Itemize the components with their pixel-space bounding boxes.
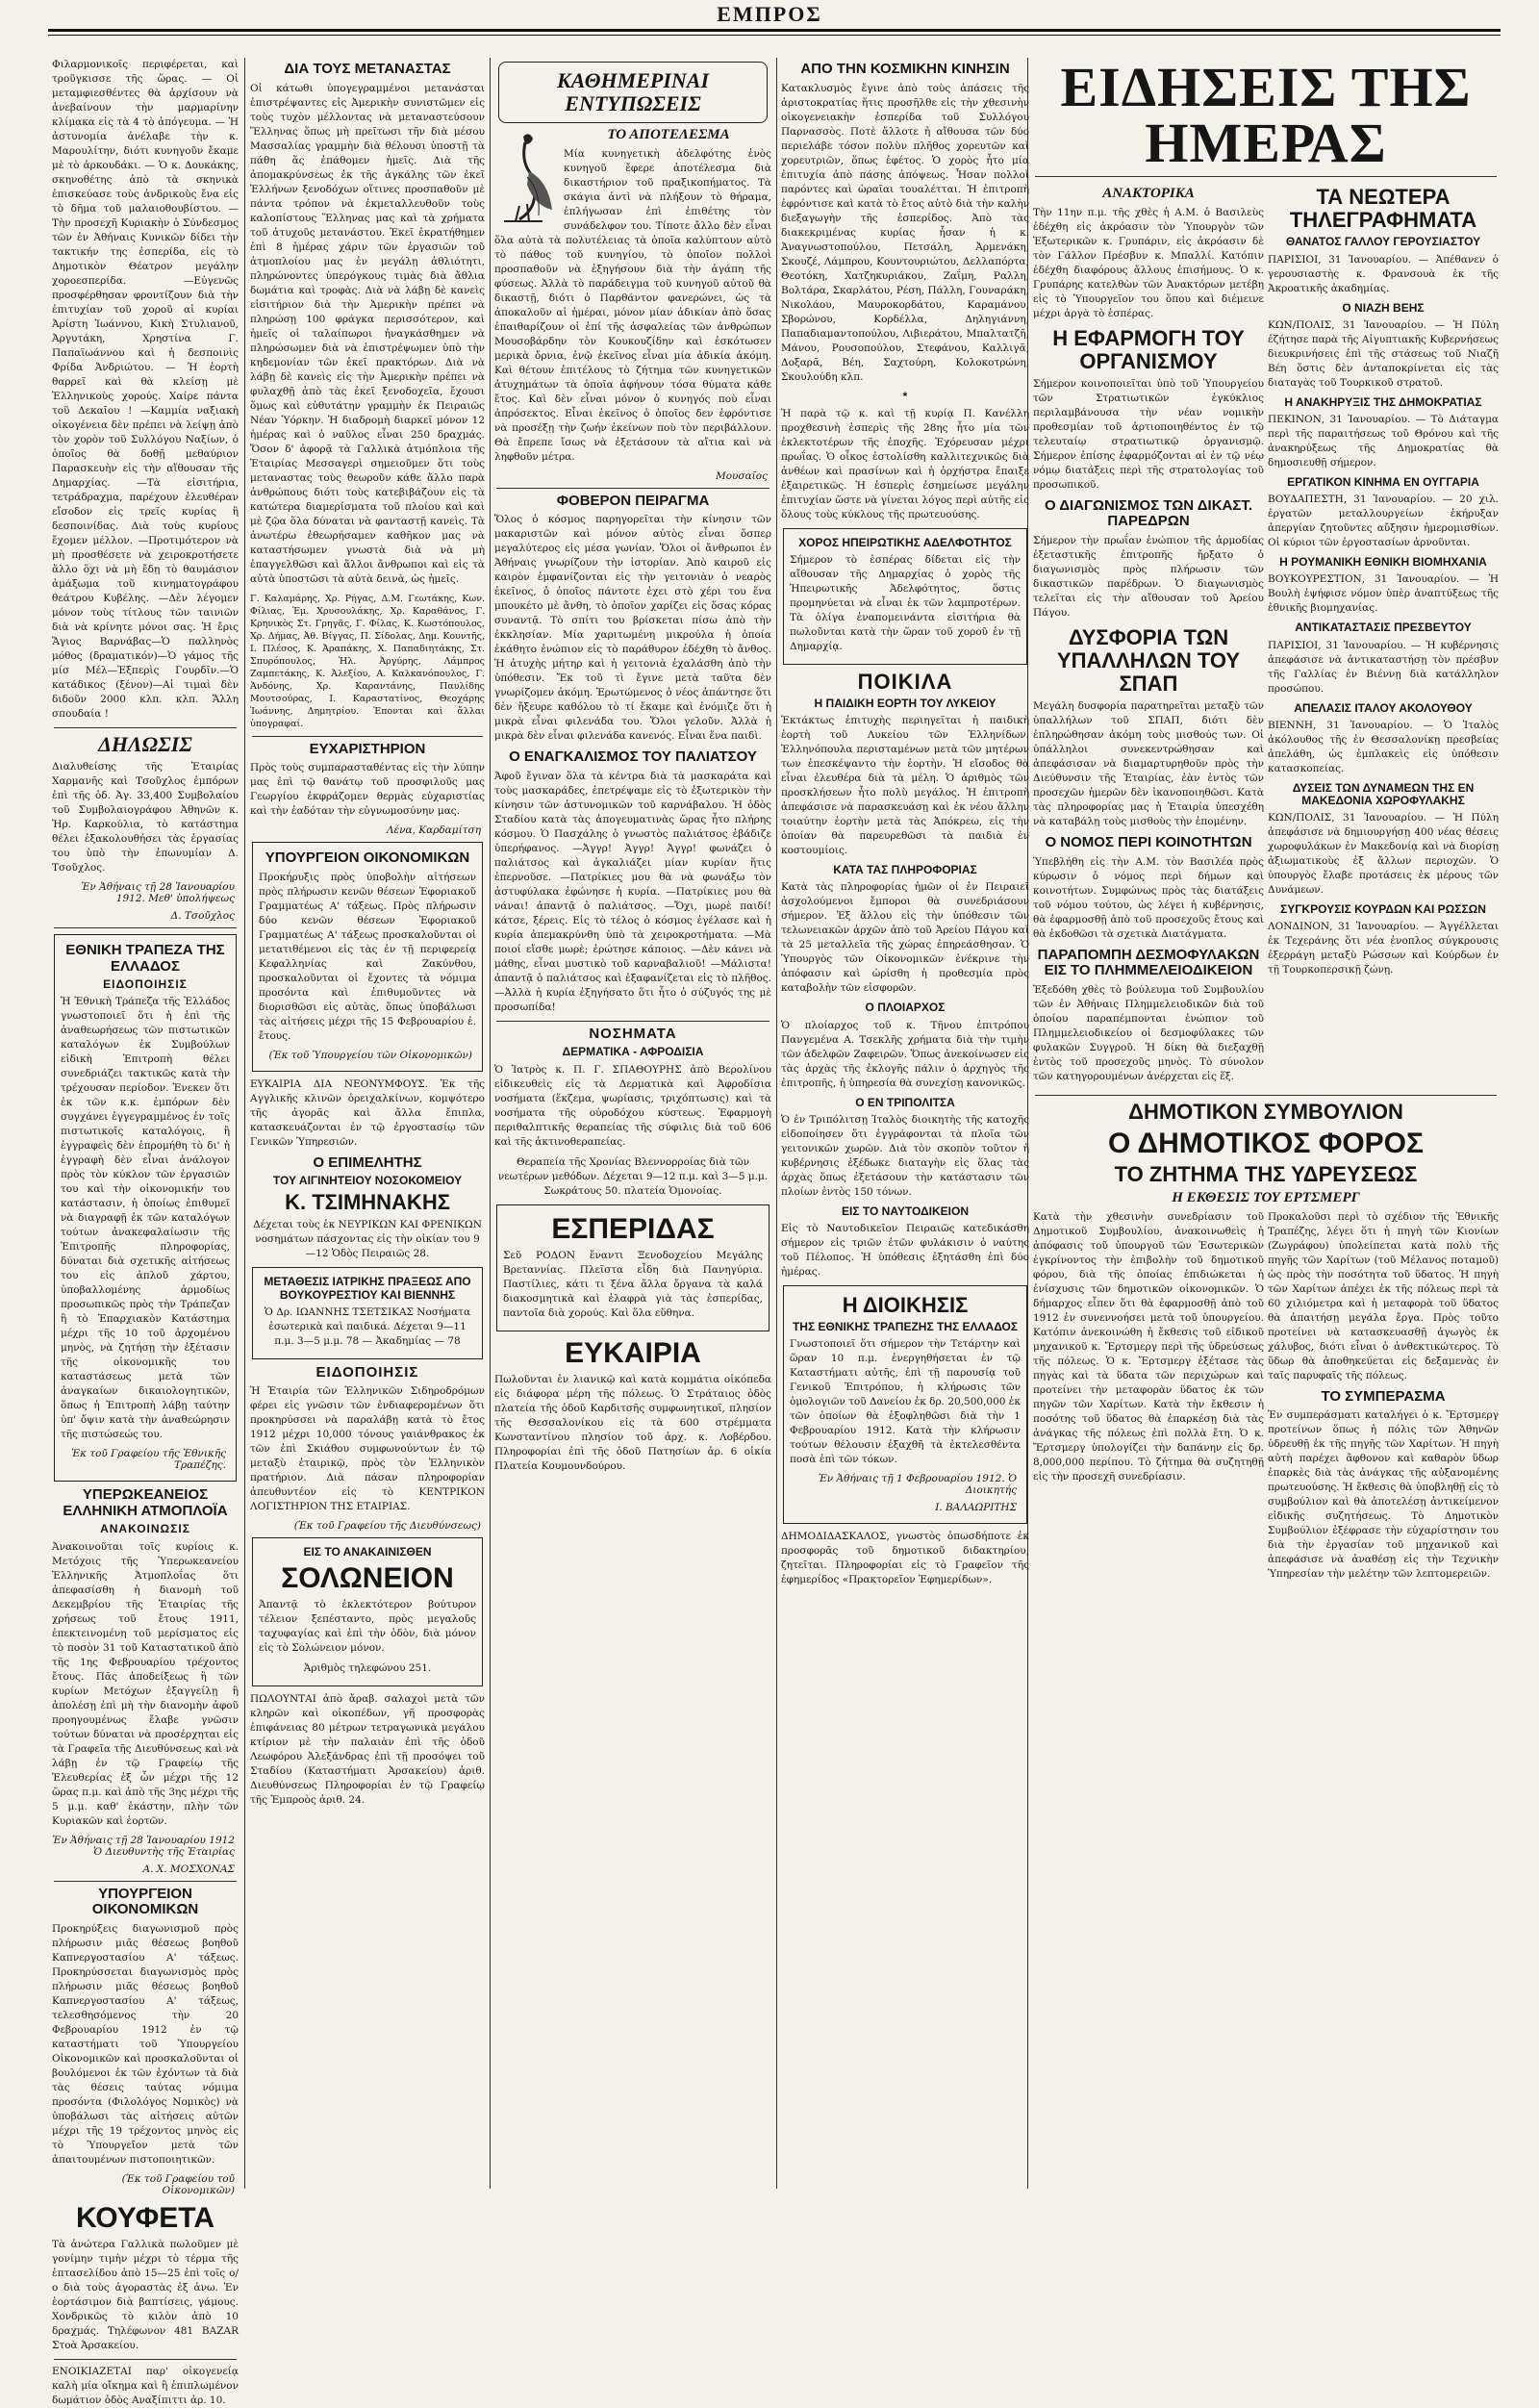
tripoli-heading: Ο ΕΝ ΤΡΙΠΟΛΙΤΣΑ xyxy=(855,1095,955,1109)
divider xyxy=(54,927,237,928)
masthead-rule xyxy=(48,29,1501,32)
jailers-heading: ΠΑΡΑΠΟΜΠΗ ΔΕΣΜΟΦΥΛΑΚΩΝ ΕΙΣ ΤΟ ΠΛΗΜΜΕΛΕΙΟΔΙΚΕΙΟΝ xyxy=(1037,946,1260,979)
communities-law-text: Ὑπεβλήθη εἰς τὴν Α.Μ. τὸν Βασιλέα πρὸς κύρωσιν ὁ νόμος περὶ δήμων καὶ κοινοτήτων. Συμφώνως πρὸς τὰς διατάξεις τοῦ νόμου τούτου, ὡς λέγει ἡ κυβέρνησις, θὰ ἐφαρμοσθῇ ἀπὸ τοῦ προσεχοῦς ἔτους καὶ θὰ ἐκδοθῶσι τὰ σχετικὰ Διατάγματα. xyxy=(1033,855,1264,940)
railway-notice-signature: (Ἐκ τοῦ Γραφείου τῆς Διευθύνσεως) xyxy=(293,1520,481,1533)
divider xyxy=(54,2359,237,2360)
captain-text: Ὁ πλοίαρχος τοῦ κ. Τῆνου ἐπιτρόπου Πανγεμένα Α. Τσεκλῆς χρήματα διὰ τὴν τιμὴν τῶν ἀδελφῶν Ζαφειρῶν. Ὅπως ἀνεκοίνωσεν εἰς τὰς ἀρχὰς τῆς ἐκλογῆς πάλιν ὁ ἀρχηγὸς τῆς ἐπιτροπῆς, ἡ ὑπηρεσία θὰ συνεχίσῃ κανονικῶς. xyxy=(781,1019,1029,1089)
telegrams-column xyxy=(1266,182,1501,1090)
result-text: Μία κυνηγετικὴ ἀδελφότης ἑνὸς κυνηγοῦ ἔφερε ἀποτέλεσμα διὰ δικαστήριον τοῦ πραξικοπήματος. Τὰ σκάγια ἀντὶ νὰ πλήξουν τὸ θήραμα, ἐπλήγωσαν ἐπὶ ἐπιθέτης τὸν συνάδελφον του. Τίποτε ἄλλο δὲν εἶναι ὅλα αὐτὰ τὰ πολυτέλειας τὰ ὁποῖα καλύπτουν αὐτὸ τὸ πάθος τοῦ κυνηγίου, τὸ ὁποῖον πολλοὶ προσπαθοῦν νὰ ἐξηγήσουν διὰ τὴν ἀγάπη τῆς φύσεως. Ἀλλὰ τὸ παράδειγμα τοῦ κυνηγοῦ αὐτοῦ θὰ δικαστῇ, διότι ὁ Παρθάντον φανερώνει, ὡς τὰ ἀποκαλοῦν αἱ ἡμέραι, μόνον μίαν ἀδικίαν ἀπὸ ὅσας ἐπαιθαρίζουν οἱ ἐπί τῆς ἀσφαλείας τῶν ἀνθρώπων Μουσοβάρδην τὸν Κουκουζίδην καὶ ἐσκότωσεν μερικὰ ὄρνια, ἐνῷ ἐκεῖνος εἶναι μία ἀδικία ἀκόμη. Καὶ θέτουν ἐπιτέλους τὸ ζήτημα τῶν κυνηγετικῶν ἀτυχημάτων τὰ ὁποῖα ἀφήνουν τόσα θύματα κάθε ἔτος. Καὶ δὲν εἶναι μόνον ὁ κυνηγός ποὺ εἶναι ἀπρόσεκτος. Εἶναι ἐκεῖνος ὁ ὁποῖος δεν ἐφρόντισε νὰ προσέξῃ τὴν ζωήν ἐκείνων ποὺ τὸν περιβάλλουν. Θὰ ἔπρεπε ἴσως νὰ ἐξετάσουν τὰ αἴτια καὶ νὰ ληφθοῦν μέτρα. xyxy=(494,147,771,463)
competition-text: Σήμερον τὴν πρωΐαν ἐνώπιον τῆς ἀρμοδίας ἐξεταστικῆς ἐπιτροπῆς ἤρξατο ὁ διαγωνισμὸς πρὸς πλήρωσιν τῶν δικαστικῶν παρέδρων. Ὁ διαγωνισμὸς τελεῖται εἰς τὴν αἴθουσαν τοῦ Ἀρείου Πάγου. xyxy=(1033,534,1264,619)
naval-court-heading: ΕΙΣ ΤΟ ΝΑΥΤΟΔΙΚΕΙΟΝ xyxy=(842,1204,969,1218)
clown-heading: Ο ΕΝΑΓΚΑΛΙΣΜΟΣ ΤΟΥ ΠΑΛΙΑΤΣΟΥ xyxy=(509,748,757,766)
telegram-6-heading: ΑΝΤΙΚΑΤΑΣΤΑΣΙΣ ΠΡΕΣΒΕΥΤΟΥ xyxy=(1295,621,1472,635)
council-left-column xyxy=(1031,1210,1266,1588)
national-bank-heading: ΕΘΝΙΚΗ ΤΡΑΠΕΖΑ ΤΗΣ ΕΛΛΑΔΟΣ xyxy=(65,942,225,975)
telegram-2-heading: Ο ΝΙΑΖΗ ΒΕΗΣ xyxy=(1342,300,1425,315)
ertsmerg-report-heading: Η ΕΚΘΕΣΙΣ ΤΟΥ ΕΡΤΣΜΕΡΓ xyxy=(1172,1190,1360,1206)
telegram-2-text: ΚΩΝ/ΠΟΛΙΣ, 31 Ἰανουαρίου. — Ἡ Πύλη ἐζήτησε παρὰ τῆς Αἰγυπτιακῆς Κυβερνήσεως διευκρινήσεις ἐπὶ τῆς στάσεως τοῦ Νιαζῆ Βέη ὅστις δὲν ἀνταποκρίνεται εἰς τὰς διαταγὰς τοῦ Τουρκικοῦ στρατοῦ. xyxy=(1268,318,1499,389)
soirees-heading: ΕΣΠΕΡΙΔΑΣ xyxy=(551,1212,715,1245)
children-feast-heading: Η ΠΑΙΔΙΚΗ ΕΟΡΤΗ ΤΟΥ ΛΥΚΕΙΟΥ xyxy=(814,697,997,711)
property-sale-ad: ΠΩΛΟΥΝΤΑΙ ἀπὸ ἄραβ. σαλαχοὶ μετὰ τῶν κληρῶν καὶ οἰκοπέδων, γῆ προσφορὰς ἐπιφάνειας 80 μέτρων τετραγωνικὰ μεγάλου κτίριον μὲ τὴν παλαιὰν ἐπὶ τῆς ὁδοῦ Λεωφόρου Ἀλεξάνδρας ἐπὶ τῇ προσόψει τοῦ Σταδίου (Καταστήματι Ἀρσακείου) ἀριθ. Διευθύνσεως Πληροφορίαι ἐν τῷ Γραφείῳ τῆς Ἐμπροὸς ἀριθ. 24. xyxy=(250,1693,485,1807)
finance-ministry-signature: (Ἐκ τοῦ Ὑπουργείου τῶν Οἰκονομικῶν) xyxy=(268,1049,472,1061)
result-article xyxy=(492,127,773,482)
telegram-9-text: ΛΟΝΔΙΝΟΝ, 31 Ἰανουαρίου. — Ἀγγέλλεται ἐκ Τεχεράνης ὅτι νέα ἐνοπλος σύγκρουσις ἐξερράγη μεταξὺ Ρώσσων καὶ Κούρδων ἐν τῇ Τουρκοπερσικῇ ζώνῃ. xyxy=(1268,921,1499,976)
practice-relocation-text: Ὁ Δρ. ΙΩΑΝΝΗΣ ΤΣΕΤΣΙΚΑΣ Νοσήματα ἐσωτερικὰ καὶ παιδικά. Δέχεται 9—11 π.μ. 3—5 μ.μ. 78 — Ἀκαδημίας — 78 xyxy=(264,1305,471,1347)
telegram-1-text: ΠΑΡΙΣΙΟΙ, 31 Ἰανουαρίου. — Ἀπέθανεν ὁ γερουσιαστὴς κ. Φρανσουὰ ἐκ τῆς Ἀκροατικῆς ἀκαδημίας. xyxy=(1268,253,1499,294)
palace-heading: ΑΝΑΚΤΟΡΙΚΑ xyxy=(1102,186,1195,201)
column-divider xyxy=(490,58,491,2189)
column-divider xyxy=(244,58,245,2189)
news-two-columns xyxy=(1031,182,1501,1090)
declaration-signature: Δ. Τσοῦχλος xyxy=(170,910,235,923)
captain-heading: Ο ΠΛΟΙΑΡΧΟΣ xyxy=(865,1001,946,1015)
organization-heading: Η ΕΦΑΡΜΟΓΗ ΤΟΥ ΟΡΓΑΝΙΣΜΟΥ xyxy=(1052,325,1245,373)
municipal-tax-heading: Ο ΔΗΜΟΤΙΚΟΣ ΦΟΡΟΣ xyxy=(1107,1128,1425,1160)
koufeta-heading: ΚΟΥΦΕΤΑ xyxy=(75,2201,215,2234)
newlyweds-ad: ΕΥΚΑΙΡΙΑ ΔΙΑ ΝΕΟΝΥΜΦΟΥΣ. Ἐκ τῆς Αγγλικῆς κλινῶν ὁρειχαλκίνων, κομψότερο τῆς ἀγορᾶς καὶ ἄλλα ἔπιπλα, κατασκευάζονται ἐν τῷ ἐργοστασίῳ τῶν Γενικῶν Ὑπηρεσιῶν. xyxy=(250,1077,485,1148)
curator-heading: Ο ΕΠΙΜΕΛΗΤΗΣ xyxy=(313,1153,422,1171)
diseases-text: Ὁ Ἰατρὸς κ. Π. Γ. ΣΠΑΘΟΥΡΗΣ ἀπὸ Βερολίνου εἰδικευθεὶς εἰς τὰ Δερματικὰ καὶ Ἀφροδίσια νοσήματα (ἕκζεμα, ψωρίασις, τριχόπτωσις) καὶ τὰ νοσήματα τῆς οὐροδόχου κύστεως. Ἐφαρμογὴ περιθαλπτικῆς θεραπείας τῆς σύφιλις διὰ τοῦ 606 καὶ τῆς ἀκτινοθεραπείας. xyxy=(494,1063,771,1148)
telegram-8-heading: ΔΥΣΕΙΣ ΤΩΝ ΔΥΝΑΜΕΩΝ ΤΗΣ ΕΝ ΜΑΚΕΔΟΝΙΑ ΧΩΡΟΦΥΛΑΚΗΣ xyxy=(1292,780,1475,807)
column-divider xyxy=(776,58,777,2189)
emigrants-signatures: Γ. Καλαμάρης, Χρ. Ρήγας, Δ.Μ. Γεωτάκης, Κων. Φίλιας, Ἐμ. Χρυσουλάκης, Χρ. Καραθάνος, Γ. Κρηνικὸς Στ. Γρηγᾶς, Γ. Φίλας, Κ. Κωστόπουλος, Χρ. Δήμας, Ἀθ. Βίγγας, Π. Σίδολας, Δημ. Κουντῆς, Ι. Πλέσος, Κ. Ἀραπάκης, Χ. Παπαδιητάκης, Στ. Σπυρόπουλος, Ἠλ. Ἀργύρης, Λάμπρος Ζαμπετάκης, Κ. Ἀλεξίου, Α. Καλκανόπουλος, Γ. Ἀνδόνης, Χρ. Καραντάνης, Παυλίδης Μουτσούρας, Ι. Καραστατίνος, Θεοχάρης Ἰωάννης, Δημητρίου. Ἐπονται καὶ ἄλλαι ὑπογραφαί. xyxy=(250,593,485,729)
practice-relocation-box xyxy=(252,1267,483,1358)
soloneion-subheading: ΕΙΣ ΤΟ ΑΝΑΚΑΙΝΙΣΘΕΝ xyxy=(303,1545,432,1559)
announcement-subheading: ΑΝΑΚΟΙΝΩΣΙΣ xyxy=(100,1522,190,1536)
rental-ad: ΕΝΟΙΚΙΑΖΕΤΑΙ παρ' οἰκογενείᾳ καλὴ μία οἴκημα καὶ ἢ ἐπιπλωμένον δωμάτιον ὁδὸς Αναξίπιττι ἀρ. 10. xyxy=(52,2365,239,2406)
daily-impressions-banner xyxy=(498,62,768,123)
thanks-heading: ΕΥΧΑΡΙΣΤΗΡΙΟΝ xyxy=(309,740,426,757)
doctor-ad-text: Δέχεται τοὺς ἐκ ΝΕΥΡΙΚΩΝ ΚΑΙ ΦΡΕΝΙΚΩΝ νοσημάτων πάσχοντας εἰς τὴν οἰκίαν του 9—12 Ὁδὸς Πειραιῶς 28. xyxy=(253,1219,482,1260)
soiree-text: Ἡ παρὰ τῷ κ. καὶ τῇ κυρίᾳ Π. Κανέλλη προχθεσινὴ ἑσπερὶς τῆς 28ης ἦτο μία τῶν ἐκλεκτοτέρων τῆς ἐποχῆς. Ἐχόρευσαν μέχρι πρωΐας. Ὁ οἶκος ἐστολίσθη καλλιτεχνικῶς διὰ ἀνθέων καὶ πρασίνων καὶ ἡ ὀρχήστρα ἔπαιξε ἐξαιρετικῶς. Ἡ ἑσπερὶς ἐσημείωσε μεγάλην ἐπιτυχίαν ὥστε νὰ γίνεται λόγος περὶ αὐτῆς εἰς ὅλους τοὺς κύκλους τῆς πρωτευούσης. xyxy=(781,407,1029,520)
finance-ministry-heading: ΥΠΟΥΡΓΕΙΟΝ ΟΙΚΟΝΟΜΙΚΩΝ xyxy=(265,849,470,866)
telegram-5-heading: Η ΡΟΥΜΑΝΙΚΗ ΕΘΝΙΚΗ ΒΙΟΜΗΧΑΝΙΑ xyxy=(1279,555,1487,570)
practice-relocation-heading: ΜΕΤΑΘΕΣΙΣ ΙΑΤΡΙΚΗΣ ΠΡΑΞΕΩΣ ΑΠΟ ΒΟΥΚΟΥΡΕΣΤΙΟΥ ΚΑΙ ΒΙΕΝΝΗΣ xyxy=(264,1275,471,1302)
koufeta-text: Τὰ ἀνώτερα Γαλλικὰ πωλοῦμεν μὲ γονίμην τιμὴν μέχρι τὸ τέρμα τῆς ἑπτασελίδου ἀπὸ 15—25 ἐπὶ τοῖς ο/ο διὰ τοὺς ἀγοραστὰς ἐξ ἀνω. Ἐν ἑορτάσιμον διὰ βαπτίσεις, γάμους. Χονδρικῶς τὸ κιλὸν ἀπὸ 10 δραχμάς. Τηλέφωνον 481 BAZAR Στοὰ Ἀρσακείου. xyxy=(52,2238,239,2351)
telegram-1-heading: ΘΑΝΑΤΟΣ ΓΑΛΛΟΥ ΓΕΡΟΥΣΙΑΣΤΟΥ xyxy=(1285,235,1481,249)
divider xyxy=(1035,1095,1497,1096)
thanks-text: Πρὸς τοὺς συμπαρασταθέντας εἰς τὴν λύπην μας ἐπὶ τῷ θανάτῳ τοῦ προσφιλοῦς μας Γεωργίου ἐκφράζομεν θερμὰς εὐχαριστίας καὶ τὴν ἐαδόταν τὴν εὐγνωμοσύνην μας. xyxy=(250,762,485,817)
competition-heading: Ο ΔΙΑΓΩΝΙΣΜΟΣ ΤΩΝ ΔΙΚΑΣΤ. ΠΑΡΕΔΡΩΝ xyxy=(1044,496,1253,530)
steamship-heading: ΥΠΕΡΩΚΕΑΝΕΙΟΣ ΕΛΛΗΝΙΚΗ ΑΤΜΟΠΛΟΪΑ xyxy=(63,1486,228,1519)
steamship-signature: Α. Χ. ΜΟΣΧΟΝΑΣ xyxy=(142,1863,235,1875)
divider xyxy=(1035,176,1497,177)
soirees-ad xyxy=(496,1204,770,1331)
result-signature: Μουσαῖος xyxy=(715,469,768,482)
column-2 xyxy=(248,58,487,2189)
telegrams-heading: ΤΑ ΝΕΩΤΕΡΑ ΤΗΛΕΓΡΑΦΗΜΑΤΑ xyxy=(1289,185,1477,233)
administration-text: Γνωστοποιεῖ ὅτι σήμερον τὴν Τετάρτην καὶ ὥραν 10 π.μ. ἐνεργηθήσεται ἐν τῷ Καταστήματι αὐτῆς, ἐπὶ τῇ παρουσίᾳ τοῦ Γενικοῦ Ἐπιτρόπου, ἡ κλήρωσις τῶν ὁμολογιῶν τοῦ Δανείου ἐκ δρ. 20,500,000 ἐκ τῶν ὁποίων θὰ ἐξοφληθῶσι διὰ τὴν 1 Φεβρουαρίου 1912. Κατὰ τὴν κλήρωσιν τούτων θέλουσιν ἐξαχθῆ τὰ ἐκτελεσθέντα ποσὰ ἐπὶ τῶν τόκων. xyxy=(790,1338,1021,1466)
opportunity-text: Πωλοῦνται ἐν λιανικῷ καὶ κατὰ κομμάτια οἰκόπεδα εἰς διάφορα μέρη τῆς πόλεως. Ὁ Στράταιος ὁδὸς πλατεία τῆς ὁδοῦ Καρδιτσῆς συμφωνητικοῖ, πλησίον τῆς Θεσσαλονίκου εἰς τὰ 600 στρέμματα Κωνσταντίνου πλησίον τοῦ ἀρχ. κ. Λοβέρδου. Πληροφορίαι ἐπὶ τῆς ὁδοῦ Πατησίων ἀρ. 6 οἰκία Πλατεία Κουμουνδούρου. xyxy=(494,1373,771,1472)
column-3 xyxy=(492,58,773,2189)
opportunity-heading: ΕΥΚΑΙΡΙΑ xyxy=(565,1336,701,1369)
column-4 xyxy=(779,58,1031,2189)
palace-text: Τὴν 11ην π.μ. τῆς χθὲς ἡ Α.Μ. ὁ Βασιλεὺς ἐδέχθη εἰς ἀκρόασιν τὸν Ὑπουργὸν τῶν Ἐξωτερικῶν κ. Γρυπάριν, εἰς ἀκρόασιν δὲ τὸν Γάλλον Πρέσβυν κ. Μπαλλί. Κατόπιν ἐδέχθη διαφόρους ἄλλους ἐπισήμους. Ὁ κ. Γρυπάρης κατελθὼν τῶν Ἀνακτόρων μετέβη εἰς τὸ Ὑπουργεῖον του ὅπου καὶ διέμεινε μέχρι ἀργὰ τὸ ἑσπέρας. xyxy=(1033,206,1264,319)
declaration-date: Ἐν Ἀθήναις τῇ 28 Ἰανουαρίου 1912. Μεθ' ὑπολήψεως xyxy=(81,881,235,905)
railway-notice-text: Ἡ Ἑταιρία τῶν Ἑλληνικῶν Σιδηροδρόμων φέρει εἰς γνῶσιν τῶν ἐνδιαφερομένων ὅτι προκηρύσσει νὰ παραλάβῃ κατὰ τὸ ἔτος 1912 μέχρι 10,000 τόνους γαιάνθρακος ἐκ τῶν ἐπὶ Σκιάθου συμφωνούντων ἐν τῷ μεταξὺ ἐταιρικῷ, πρὸς τὸν Ἑλληνικὸν πρατήριον. Διὰ πάσαν πληροφορίαν ἀπευθυντέον εἰς τὸ ΚΕΝΤΡΙΚΟΝ ΛΟΓΙΣΤΗΡΙΟΝ ΤΗΣ ΕΤΑΙΡΙΑΣ. xyxy=(250,1385,485,1513)
news-left-column xyxy=(1031,182,1266,1090)
doctor-name: Κ. ΤΣΙΜΗΝΑΚΗΣ xyxy=(285,1190,450,1215)
finance-ministry-text: Προκήρυξις πρὸς ὑποβολὴν αἰτήσεων πρὸς πλήρωσιν κενῶν θέσεων Ἐφοριακοῦ Γραμματέως Α' τάξεως. Πρὸς πλήρωσιν δύο κενῶν θέσεων Ἐφοριακοῦ Γραμματέως Α' τάξεως προσκαλοῦνται οἱ μετατιθέμενοι εἰς τὰς ἐν τῇ περιφερείᾳ Κεφαλληνίας καὶ Ζακύνθου, προσκαλοῦνται οἱ ἔχοντες τὰ νόμιμα προσόντα καὶ ἐπιθυμοῦντες νὰ διορισθῶσι εἰς αὐτὰς, ὅπως ὑποβάλωσι τὰς αἰτήσεις μέχρι τῆς 15 Φεβρουαρίου ἐ. ἔτους. xyxy=(259,871,476,1042)
conclusion-heading: ΤΟ ΣΥΜΠΕΡΑΣΜΑ xyxy=(1321,1387,1446,1405)
organization-text: Σήμερον κοινοποιεῖται ὑπὸ τοῦ Ὑπουργείου τῶν Στρατιωτικῶν ἐγκύκλιος περιλαμβάνουσα τὴν νέαν νομικὴν προθεσμίαν τοῦ ἀρτιοποιηθέντος ἐν τῷ τελευταίῳ στρατιωτικῷ ὀργανισμῷ. Σήμερον ἐπίσης ἐφαρμόζονται αἱ ἐν τῷ νέῳ νόμῳ διατάξεις περὶ τῆς στρατολογίας τοῦ προσωπικοῦ. xyxy=(1033,377,1264,491)
separator-star: * xyxy=(902,389,908,403)
soirees-text: Σεῦ ΡΟΔΟΝ ἔναντι Ξενοδοχείου Μεγάλης Βρεταννίας. Πλεῖστα εἶδη διὰ Πανηγύρια. Παστίλιες, κάτι τι ξένα ἄλλα ὄργανα τὰ καλά διακοσμητικὰ καὶ ἐλαφρὰ γιὰ τὰς ἐσπερίδας, παντοῖα διὰ χορούς. Καὶ ὅλα εὔθηνα. xyxy=(503,1249,763,1319)
epirus-dance-text: Σήμερον τὸ ἑσπέρας δίδεται εἰς τὴν αἴθουσαν τῆς Δημαρχίας ὁ χορὸς τῆς Ἠπειρωτικῆς Ἀδελφότητος, ὅστις προμηνύεται νὰ εἶναι ἐκ τῶν λαμπροτέρων. Τὰ ὀλίγα ἐναπομεινάντα εἰσιτήρια θὰ πωλοῦνται κατὰ τὴν ὥραν τοῦ χοροῦ ἐν τῇ Δημαρχίᾳ. xyxy=(790,553,1021,652)
steamship-text: Ἀνακοινοῦται τοῖς κυρίοις κ. Μετόχοις τῆς Ὑπερωκεανείου Ἑλληνικῆς Ἀτμοπλοΐας ὅτι ἀπεφασίσθη ἡ διανομὴ τοῦ Δεκεμβρίου τῆς Ἑταιρίας τῆς χρήσεως τοῦ ἔτους 1911, ἐπεκτεινομένη τοῦ μερίσματος εἰς τὸ ποσὸν 31 τοῦ Καταστατικοῦ ἀπὸ τῆς 1ης Φεβρουαρίου τρέχοντος ἔτους. Πᾶς ἀποδείξεως ἢ τῶν κυρίων Μετόχων ἐξαγγείλῃ ἢ ἀπολέσῃ ἐπὶ μὴ τὴν διανομὴν ἀφοῦ προηγουμένως ἔλαβε γνῶσιν τούτων δύναται νὰ προσέρχηται εἰς τὰ Γραφεῖα τῆς Διευθύνσεως καὶ νὰ λάβῃ ἐν τῷ Γραφείῳ τῆς Ἐλευθερίας ἐξ ὧν μέχρι τῆς 12 ὥρας π.μ. καὶ ἀπὸ τῆς 3ης μέχρι τῆς 5 μ.μ. καθ' ἑκάστην, πλὴν τῶν Κυριακῶν καὶ ἑορτῶν. xyxy=(52,1540,239,1827)
teacher-ad: ΔΗΜΟΔΙΔΑΣΚΑΛΟΣ, γνωστὸς ὁπωσδήποτε ἐκ προσφορᾶς τοῦ δημοτικοῦ διδακτηρίου, ζητεῖται. Πληροφορίαι εἰς τὸ Γραφεῖον τῆς ἐφημερίδος «Πρακτορεῖον Ἐφημερίδων». xyxy=(781,1531,1029,1586)
railway-notice-heading: ΕΙΔΟΠΟΙΗΣΙΣ xyxy=(315,1363,419,1381)
council-report-continued: Προκαλοῦσι περὶ τὸ σχέδιον τῆς Ἐθνικῆς Τραπέζης, λέγει ὅτι ἡ πηγὴ τῶν Κιονίων (Ζωγράφου) ὑπολείπεται κατὰ πολὺ τῆς πηγῆς τῶν Χαρίτων (τοῦ Μέλανος ποταμοῦ) ὡς πρὸς τὴν ποσότητα τοῦ ὕδατος. Ἡ πηγὴ τῶν Χαρίτων ἀπέχει ἐκ τῆς πόλεως περὶ τὰ 60 χιλιόμετρα καὶ ἡ μεταφορὰ τοῦ ὕδατος θὰ ἀπαιτήσῃ μεγάλα ἔργα. Πρὸς τοῦτο προτείνει νὰ κατασκευασθῇ ἀγωγὸς ἐκ χάλυβος, διότι εἶναι ὁ ἀνθεκτικώτερος. Τὸ ὕδωρ θὰ ἀποθηκεύεται εἰς δεξαμενὰς ἐν ταῖς παρυφαῖς τῆς πόλεως. xyxy=(1268,1210,1499,1381)
divider xyxy=(252,736,483,737)
telegram-6-text: ΠΑΡΙΣΙΟΙ, 31 Ἰανουαρίου. — Ἡ κυβέρνησις ἀπεφάσισε νὰ ἀντικαταστήσῃ τὸν πρέσβυν τῆς Γαλλίας ἐν Βιέννῃ διὰ κατάλληλον προσώπου. xyxy=(1268,639,1499,695)
epirus-dance-heading: ΧΟΡΟΣ ΗΠΕΙΡΩΤΙΚΗΣ ΑΔΕΛΦΟΤΗΤΟΣ xyxy=(798,535,1012,549)
information-text: Κατὰ τὰς πληροφορίας ἡμῶν οἱ ἐν Πειραιεῖ ἀσχολούμενοι ἔμποροι θὰ συνεδριάσουν σήμερον. Ἐξ ἄλλου εἰς τὴν ὑπόθεσιν τῶν τελωνειακῶν ἀρχῶν ἀπὸ τοῦ Ἀρείου Πάγου καὶ τὰ 25 μεταλλεῖα τῆς χώρας ἐπηρεάσθησαν. Ὁ Ὑπουργὸς τῶν Οἰκονομικῶν ἐνέκρινε τὴν ἀπόφασιν καὶ ὠρίσθη ἡ προθεσμία πρὸς καταβολὴν τῶν εἰσφορῶν. xyxy=(781,881,1029,995)
hospital-subheading: ΤΟΥ ΑΙΓΙΝΗΤΕΙΟΥ ΝΟΣΟΚΟΜΕΙΟΥ xyxy=(272,1174,463,1187)
council-right-column xyxy=(1266,1210,1501,1588)
jailers-text: Ἐξεδόθη χθὲς τὸ βούλευμα τοῦ Συμβουλίου τῶν ἐν Ἀθήναις Πλημμελειοδικῶν διὰ τοῦ ὁποίου παραπέμπονται ἐνώπιον τοῦ Πλημμελειοδικείου οἱ δεσμοφύλακες τῶν φυλακῶν Συγγροῦ. Ἡ δίκη θὰ διεξαχθῇ ἐντὸς τοῦ προσεχοῦς μηνὸς. Τὸ σύνολον τῶν κατηγορουμένων ἀνέρχεται εἰς ἕξ. xyxy=(1033,983,1264,1082)
divider xyxy=(54,1881,237,1882)
telegram-7-text: ΒΙΕΝΝΗ, 31 Ἰανουαρίου. — Ὁ Ἰταλὸς ἀκόλουθος τῆς ἐν Θεσσαλονίκῃ πρεσβείας ἀπελάθη, ὡς ἐμπλακεὶς εἰς ὑπόθεσιν κατασκοπείας. xyxy=(1268,719,1499,774)
communities-law-heading: Ο ΝΟΜΟΣ ΠΕΡΙ ΚΟΙΝΟΤΗΤΩΝ xyxy=(1045,834,1252,851)
divider xyxy=(496,1021,770,1022)
masthead xyxy=(0,0,1539,56)
council-report-text: Κατὰ τὴν χθεσινὴν συνεδρίασιν τοῦ Δημοτικοῦ Συμβουλίου, ἀνακοινωθεὶς ἡ ἀπόφασις τοῦ ὑπουργοῦ τῶν Ἐσωτερικῶν ἐγκρίνοντος τὴν ἐπιβολὴν τοῦ δημοτικοῦ φόρου, διὰ τῆς ὁποίας ἐπιδιώκεται ἡ ἐνίσχυσις τῶν δημοτικῶν οἰκονομικῶν. Ὁ δήμαρχος εἶπεν ὅτι θὰ ἐφαρμοσθῇ ἀπὸ τοῦ 1912 ἐν συνεννοήσει μετὰ τοῦ ὑπουργείου. Κατόπιν ἀνεκοινώθη ἡ ἔκθεσις τοῦ εἰδικοῦ μηχανικοῦ κ. Ἔρτσμεργ περὶ τῆς ὑδρεύσεως τῆς πόλεως. Ὁ κ. Ἔρτσμεργ ἐξέτασε τὰς πηγὰς καὶ τὰ ὕδατα τῶν περιχώρων καὶ προτείνει τὴν μεταφορὰν ὕδατος ἐκ τῶν πηγῶν τῶν Χαρίτων. Κατὰ τὴν ἔκθεσιν ἡ ποσότης τοῦ ὕδατος θὰ ἐπαρκέσῃ διὰ τὰς ἀνάγκας τῆς πόλεως ἐπὶ πολλὰ ἔτη. Ὁ κ. Ἔρτσμεργ ὑπολογίζει τὴν δαπάνην εἰς δρ. 8,000,000 περίπου. Τὸ ζήτημα θὰ συζητηθῇ εἰς τὴν προσεχῆ συνεδρίασιν. xyxy=(1033,1210,1264,1483)
telegram-4-heading: ΕΡΓΑΤΙΚΟΝ ΚΙΝΗΜΑ ΕΝ ΟΥΓΓΑΡΙΑ xyxy=(1287,474,1479,489)
national-bank-notice xyxy=(54,934,237,1482)
divider xyxy=(54,727,237,728)
emigrants-heading: ΔΙΑ ΤΟΥΣ ΜΕΤΑΝΑΣΤΑΣ xyxy=(284,61,451,77)
soloneion-text: Ἀπαντᾷ τὸ ἐκλεκτότερον βούτυρον τέλειον ξεπέσταντο, πρὸς μεγαλοῦς ταχυφαγίας καὶ ἐπὶ τὴν ὁδὸν, διὰ μόνον εἰς τὸ Σολώνειον μόνον. xyxy=(259,1599,476,1655)
tripoli-text: Ὁ ἐν Τριπόλιτσῃ Ἰταλὸς διοικητὴς τῆς κατοχῆς εἰδοποίησεν ὅτι ἐγγράφονται τὰ πλοῖα τῶν γειτονικῶν χωρῶν. Διὰ τὸν σκοπὸν τοῦτον ἡ κυβέρνησις ἐξέδωκε διαταγὴν εἰς ὅλας τὰς ἀρχὰς ὅπως ἐξετάσουν τὴν κατάστασιν τῶν πλοίων ἐντὸς 150 τόνων. xyxy=(781,1113,1029,1198)
declaration-heading: ΔΗΛΩΣΙΣ xyxy=(98,732,192,756)
conclusion-text: Ἐν συμπεράσματι καταλήγει ὁ κ. Ἔρτσμεργ προτείνων ὅπως ἡ πόλις τῶν Ἀθηνῶν ὑδρευθῇ ἐκ τῆς πηγῆς τῶν Χαρίτων. Ἡ πηγὴ αὐτὴ παρέχει ἄφθονον καὶ καθαρὸν ὕδωρ ἐπαρκὲς διὰ τὰς ἀνάγκας τῆς αὐξανομένης πρωτευούσης. Ἡ ἔκθεσις θὰ ὑποβληθῇ εἰς τὸ συμβούλιον καὶ θὰ ἀποτελέσῃ ἀντικείμενον εἰδικῆς συζητήσεως. Τὸ Δημοτικὸν Συμβούλιον ἐξέφρασε τὴν εὐχαρίστησιν του διὰ τὴν ἐργασίαν τοῦ μηχανικοῦ καὶ ἀπεφάσισε νὰ ἀναθέσῃ εἰς τὴν Τεχνικὴν Ὑπηρεσίαν τὴν μελέτην τῶν λεπτομερειῶν. xyxy=(1268,1409,1499,1581)
peacock-illustration xyxy=(494,129,558,225)
miscellaneous-heading: ΠΟΙΚΙΛΑ xyxy=(857,669,953,694)
column-1 xyxy=(50,58,240,2406)
children-feast-text: Ἐκτάκτως ἐπιτυχὴς περιηγεῖται ἡ παιδικὴ ἑορτὴ τοῦ Λυκείου τῶν Ἑλληνίδων. Ἑλληνόπουλα περισταμένων μετὰ τῶν μητέρων των ἐπεσκέψαντο τὴν ἑορτὴν. Ἡ εἴσοδος θὰ εἶναι ἐλευθέρα διὰ τὰ μέλη. Ὁ ἀριθμὸς τῶν προσκλήσεων ἦτο πολὺ μεγάλος. Ἡ ἐπιτροπὴ ἀπεφάσισε νὰ παρασκευάσῃ καὶ ἐκ νέου ἄλλην τοιαύτην ἑορτὴν μετὰ τὰς Ἀπόκρεω, εἰς τὴν ὁποίαν θὰ παρευρεθῶσι τὰ παιδιὰ ἐν κοστουμίοις. xyxy=(781,715,1029,857)
municipal-council-heading: ΔΗΜΟΤΙΚΟΝ ΣΥΜΒΟΥΛΙΟΝ xyxy=(1128,1099,1403,1124)
information-heading: ΚΑΤΑ ΤΑΣ ΠΛΗΡΟΦΟΡΙΑΣ xyxy=(833,863,977,877)
finance-ministry-signature: (Ἐκ τοῦ Γραφείου τοῦ Οἰκονομικῶν) xyxy=(121,2172,235,2196)
telegram-7-heading: ΑΠΕΛΑΣΙΣ ΙΤΑΛΟΥ ΑΚΟΛΟΥΘΟΥ xyxy=(1294,700,1473,715)
national-bank-text: Ἡ Ἐθνικὴ Τράπεζα τῆς Ἑλλάδος γνωστοποιεῖ ὅτι ἡ ἐπὶ τῆς ἀναθεωρήσεως τῶν πιστωτικῶν καταλόγων ἐκ Συμβούλων εἰδικὴ Ἐπιτροπὴ θέλει συνεδριάζει τακτικῶς κατὰ τὴν τρέχουσαν περίοδον. Ἐνεκεν ὅτι ἐκ τῶν κ.κ. ἐμπόρων δὲν συγχάνει ἐγγεγραμμένος ἐν τοῖς πιστωτικοῖς καταλόγοις, ἢ ἐγγραφεὶς δὲν ἐπρομήθη τὸ δι' ἡ ἐγγραφὴ δὲν εἶναι ἀνάλογον πρὸς τὸν κύκλον τῶν ἐργασιῶν του καὶ τὴν οἰκονομικήν του κατάστασιν, ἡ ὁποίως ἐπιθυμεῖ νὰ διαγραφῇ ἐκ τῶν καταλόγων τούτων ἀνακεφαλαίωσιν τῆς Ἐπιτροπῆς πληροφορίας, δύναται διὰ σχετικῆς αἰτήσεως του εἰς ἁπλοῦ χάρτου, ὑποβαλλομένης ἀρμοδίως προσωπικῶς πρὸς τὴν Τράπεζαν ἢ τὸ Ἐπαρχιακὸν Κατάστημα μέχρι τῆς 10 τοῦ ἀρχομένου μηνὸς, νὰ ζητήσῃ τὴν ἐξέτασιν τῆς οἰκονομικῆς του καταστάσεως μετὰ τῶν ἀναγκαίων δικαιολογητικῶν, ὅπως ἡ Ἐπιτροπὴ λάβῃ ταύτην ὑπ' ὄψιν κατὰ τὴν ἀναθεώρησιν τῆς πιστώσεώς του. xyxy=(61,996,230,1441)
soloneion-heading: ΣΟΛΩΝΕΙΟΝ xyxy=(281,1562,454,1595)
epirus-dance-box xyxy=(783,528,1027,665)
finance-ministry-text: Προκηρύξεις διαγωνισμοῦ πρὸς πλήρωσιν μιᾶς θέσεως βοηθοῦ Καπνεργοστασίου Α' τάξεως. Προκηρύσσεται διαγωνισμὸς πρὸς πλήρωσιν μιᾶς θέσεως βοηθοῦ Καπνεργοστασίου Α' τάξεως, τελεσθησόμενος τὴν 20 Φεβρουαρίου 1912 ἐν τῷ καταστήματι τοῦ Ὑπουργείου Οἰκονομικῶν καὶ προσκαλοῦνται οἱ βουλόμενοι ἐκ τῶν ἐχόντων τὰ διὰ τὰς θέσεις ταύτας νόμιμα προσόντα (Φιλολόγος Νομικὸς) νὰ ὑποβάλωσι τὰς αἰτήσεις αὐτῶν μέχρι τῆς 19 τρέχοντος μηνὸς εἰς τὸ Ὑπουργεῖον μετὰ τῶν ἀπαιτουμένων πιστοποιητικῶν. xyxy=(52,1922,239,2166)
water-supply-heading: ΤΟ ΖΗΤΗΜΑ ΤΗΣ ΥΔΡΕΥΣΕΩΣ xyxy=(1114,1162,1418,1187)
soloneion-ad xyxy=(252,1537,483,1686)
social-movement-heading: ΑΠΟ ΤΗΝ ΚΟΣΜΙΚΗΝ ΚΙΝΗΣΙΝ xyxy=(800,61,1010,77)
soloneion-phone: Ἀριθμὸς τηλεφώνου 251. xyxy=(303,1662,432,1675)
administration-subheading: ΤΗΣ ΕΘΝΙΚΗΣ ΤΡΑΠΕΖΗΣ ΤΗΣ ΕΛΛΑΔΟΣ xyxy=(792,1320,1019,1334)
telegram-3-heading: Η ΑΝΑΚΗΡΥΞΙΣ ΤΗΣ ΔΗΜΟΚΡΑΤΙΑΣ xyxy=(1284,394,1482,409)
administration-heading: Η ΔΙΟΙΚΗΣΙΣ xyxy=(842,1293,969,1317)
diseases-heading: ΝΟΣΗΜΑΤΑ xyxy=(589,1025,677,1042)
experiment-heading: ΦΟΒΕΡΟΝ ΠΕΙΡΑΓΜΑ xyxy=(556,492,710,509)
divider xyxy=(496,488,770,489)
thanks-signature: Λένα, Καρδαμίτση xyxy=(386,824,481,836)
finance-ministry-heading: ΥΠΟΥΡΓΕΙΟΝ ΟΙΚΟΝΟΜΙΚΩΝ xyxy=(91,1885,199,1918)
clown-text: Ἀφοῦ ἔγιναν ὅλα τὰ κέντρα διὰ τὰ μασκαράτα καὶ τοὺς μασκαράδες, ἐπετρέψαμε εἰς τὸ ἐξωτερικὸν τὴν κίνησιν τῶν ἀστυνομικῶν τοῦ καρνάβαλου. Ἡ ὁδὸς Σταδίου κατὰ τὰς ἀπογευματινὰς ὥρας ἦτο πλήρης κόσμου. Ὁ Πασχάλης ὁ γνωστὸς παλιάτσος ἐβάδιζε ὑπερήφανος. —Ἀγγρ! Ἀγγρ! Ἀγγρ! φωνάζει ὁ παλιάτσος καὶ ἀγκαλιάζει μίαν κυρίαν ἥτις ἐπερνοῦσε. —Πατρίκιες μου θὰ νὰ φωνάξω τὸν ἀστυφύλακα ἐφώνησε ἡ κυρία. —Πατρίκιες μου θὰ νάναι! ἀπαντᾷ ὁ παλιάτσος. —Ὄχι, μωρὲ παιδί! κάτσε, ξέρεις. Εἰς τὸ τέλος ὁ κόσμος ἐγέλασε καὶ ἡ κυρία ἀπεμακρύνθη ὑπὸ τὰ χειροκροτήματα. —Μὰ ποιοί εἴσθε μωρὲ; ἐρώτησε κάποιος. —Δὲν κάνει νὰ μάθης, εἶναι μυστικὸ τοῦ καρναβαλιοῦ! —Μάλιστα! ἀπαντᾷ ὁ παλιάτσος καὶ ἐξαφανίζεται εἰς τὸ πλῆθος. —Ἀλλὰ ἡ κυρία ἐξηγήσατο ὅτι ἦτο ὁ σύζυγός της μὲ προσωπίδα! xyxy=(494,770,771,1013)
diseases-hours: Θεραπεία τῆς Χρονίας Βλεννορροίας διὰ τῶν νεωτέρων μεθόδων. Δέχεται 9—12 π.μ. καὶ 3—5 μ.μ. Σωκράτους 50. πλατεία Ὁμονοίας. xyxy=(497,1155,769,1197)
emigrants-text: Οἱ κάτωθι ὑπογεγραμμένοι μετανάσται ἐπιστρέψαντες εἰς Ἀμερικὴν συνιστῶμεν εἰς τοὺς τυχὸν μέλλοντας νὰ μεταναστεύσουν Ἕλληνας ὅπως μὴ πρεῖτωσι τῆν διὰ μέσου Μασσαλίας γραμμὴν διὰ θέλουσι ὑποστῇ τὰ πάθη ἅς ἐπάθομεν ἡμεῖς. Διὰ τῆς ἀπομακρύνσεως ἐκ τῆς ἀγκάλης τῶν ἐκεῖ Ἑλλήνων ξενοδόχων οἵτινες προσπαθοῦν μὲ πάντα τρόπον νὰ ἐκμεταλλευθοῦν τοὺς καλοπίστους Ἕλληνας μας καὶ τὰ χρήματα τοῦ ἀτυχοῦς μετανάστου. Ἐκεῖ ἐκρατήθημεν ἐπὶ 8 ἡμέρας χάριν τῶν ἐργασιῶν τοῦ ἀτμοπλοίου μας ἐν μεγάλῃ ἀθλιότητι, πληρώνοντες ὑπερόγκους τιμὰς διὰ ἄθλια δωμάτια καὶ τροφὰς. Διὰ νὰ λάβῃ δὲ κανεὶς εἰσιτήριον διὰ τὴν Ἀμερικὴν πρέπει νὰ πληρώσῃ 100 φράγκα περισσότερον, καὶ ἡμεῖς οἱ ταλαίπωροι ἠναγκάσθημεν νὰ πληρώσωμεν διὰ νὰ ἐπιστρέψωμεν ὑπὸ τὴν κηδεμονίαν τῶν ἐκεῖ πρακτόρων. Διὰ νὰ λάβῃ δὲ κανεὶς εἰς τὴν Ἀμερικὴν πρέπει νὰ φυλαχθῇ ἀπὸ τὰς ἐκεῖ ξενοδοχεῖα, ἔχουσι ὅμως καὶ εὐθυτάτην γραμμὴν ἐκ Πειραιῶς Νέαν Ὑόρκην. Ἡ διαδρομὴ διαρκεῖ μόνον 12 ἡμέρας καὶ ὁ ναῦλος εἶναι 250 δραχμάς. Ὅσον δ' ἀφορᾷ τὰ Γαλλικὰ ἀτμόπλοια τῆς Ἑταιρίας Μεσσαγερὶ σημειοῦμεν ὅτι τοὺς μεταναστας τοὺς θεωροῦν κάθε ἄλλο παρὰ ἀνθρώπους διότι τοὺς κατεβιβάζουν εἰς τὰ κατώτερα διαμερίσματα τοῦ πλοίου καὶ καὶ μὲ ζῷα ὅλα δύναται νὰ φανταστῇ κανεὶς. Τὰ ἀνωτέρω ἐθεωρήσαμεν καθῆκον μας νὰ καταστήσωμεν γνωστὰ διὰ νὰ μὴ ἐπαγγελθῶσι καὶ ἄλλοι ἄνθρωποι καὶ εἰς τὰ αὐτὰ ὑποστῶσι τὰ αὐτὰ δεινὰ, ὡς ἡμεῖς. xyxy=(250,82,485,585)
daily-impressions-heading: ΚΑΘΗΜΕΡΙΝΑΙ ΕΝΤΥΠΩΣΕΙΣ xyxy=(556,68,710,116)
newspaper-title: ΕΜΠΡΟΣ xyxy=(717,2,822,26)
news-of-the-day-heading: ΕΙΔΗΣΕΙΣ ΤΗΣ ΗΜΕΡΑΣ xyxy=(1060,56,1472,174)
national-bank-signature: Ἐκ τοῦ Γραφείου τῆς Ἐθνικῆς Τραπέζης. xyxy=(71,1448,226,1472)
telegram-5-text: ΒΟΥΚΟΥΡΕΣΤΙΟΝ, 31 Ἰανουαρίου. — Ἡ Βουλὴ ἐψήφισε νόμον ὑπὲρ ἀναπτύξεως τῆς ἐθνικῆς βιομηχανίας. xyxy=(1268,573,1499,615)
council-two-columns xyxy=(1031,1210,1501,1588)
finance-ministry-notice xyxy=(252,842,483,1072)
telegram-3-text: ΠΕΚΙΝΟΝ, 31 Ἰανουαρίου. — Τὸ Διάταγμα περὶ τῆς παραιτήσεως τοῦ Θρόνου καὶ τῆς ἀνακηρύξεως τῆς Δημοκρατίας θὰ δημοσιευθῇ σήμερον. xyxy=(1268,413,1499,469)
social-movement-text: Κατακλυσμὸς ἔγινε ἀπὸ τοὺς ἀπάσεις τῆς ἀριστοκρατίας ἥτις προσῆλθε εἰς τὴν χθεσινὴν οἰκογενειακὴν ἑσπερίδα τοῦ Συλλόγου Παρνασσὸς. Ποτὲ ἄλλοτε ἡ αἴθουσα τῶν δύο περιελάβε τόσον πολὺν πλῆθος χορευτῶν καὶ χορευτριῶν, ὅπως ἐφέτος. Ὁ χορὸς ἦτο μία ἐπιτυχία ἀπὸ πάσης ἀπόψεως. Ἦσαν πολλοὶ παρόντες καὶ ὡραῖαι τουαλέτται. Ἡ ἐπιτροπὴ ἐφρόντισε καὶ κατὰ τὸ ἔτος αὐτὸ διὰ τὴν καλὴν διεξαγωγὴν τῆς ἑσπερίδος. Ἀπὸ τὰς διακεκριμένας κυρίας ἦσαν ἡ κ. Ἀναγνωστοπούλου, Πετσάλη, Ἀρμενάκη, Σκουζέ, Λάμπρου, Κουντουριώτου, Δελλαπόρτα, Θεοτόκη, Χατζηκυριάκου, Ζαΐμη, Ραλλη, Βολτάρα, Σκαρλάτου, Ρέση, Πάλλη, Γουναράκη, Νικολάου, Μαυροκορδάτου, Καραμάνου, Σβορώνου, Κορδέλλα, Δηληγιάννη, Παπαδιαμαντοπούλου, Λιβιεράτου, Μπαλτατζῆ, Μάνου, Ρουσοπούλου, Στεφάνου, Καλλιγᾶ, Δοξαρᾶ, Βέη, Σαχτούρη, Κολοκοτρώνη, Σκουλούδη κλπ. xyxy=(781,82,1029,383)
experiment-text: Ὅλος ὁ κόσμος παρηγορεῖται τὴν κίνησιν τῶν μακαριστῶν καὶ μόνον αὐτὸς εἶναι ὅσπερ μεγαλύτερος εἰς μέσα γωνίαν. Ὅλοι οἱ ἄνθρωποι ἐν Ἀθήναις γνωρίζουν τὴν ἱστορίαν. Ἀπὸ καιροῦ εἰς καιρὸν ἐμφανίζονται εἰς τὴν γειτονιὰν ὁ νεαρὸς ἐκεῖνος, ὁ ὁποῖος πάντοτε ἐχει στὸ χέρι του ἕνα μπουκέτο μὲ ἄνθη, τὸ ὁποῖον χαρίζει εἰς ὅσας κόρας συναντᾷ. Τὸ σπίτι του βρίσκεται πίσω ἀπὸ τὴν ἐκκλησίαν. Μία χαριτωμένη μικρούλα ἡ ὁποία ἐκάθητο ἐνώπιον εἰς τὸ παράθυρον ἐδέχθη τὸ ἄνθος. Ἡ ἀτυχὴς μήτηρ καὶ ἡ γειτονιὰ ἐχαλάσθη ἀπὸ τὴν ὑπόθεσιν. Ἔκ τοῦ τὶ ἔγινε μετὰ ταῦτα δὲν γνωρίζομεν ἀκόμη. Ἐρωτώμενος ὁ νέος ἀπάντησε ὅτι δὲν ἤξευρε καθόλου τὸ τί ἔκαμε καὶ ἐνόμιζε ὅτι ἡ μικρὰ εἶναι φιλενάδα του. Ὅλοι γελοῦν. Ἀλλὰ ἡ μικρὰ δὲν εἶναι φιλενάδα κανενός. Εἶναι ἕνα παιδὶ. xyxy=(494,514,771,743)
column-5 xyxy=(1031,58,1501,2189)
result-heading: ΤΟ ΑΠΟΤΕΛΕΣΜΑ xyxy=(607,127,730,143)
masthead-rule xyxy=(48,35,1501,36)
telegram-4-text: ΒΟΥΔΑΠΕΣΤΗ, 31 Ἰανουαρίου. — 20 χιλ. ἐργατῶν μεταλλουργείων ἐκήρυξαν ἀπεργίαν ζητοῦντες αὔξησιν ἡμερομισθίων. Οἱ κύριοι τῶν ἐργοστασίων ἀρνοῦνται. xyxy=(1268,494,1499,549)
telegram-9-heading: ΣΥΓΚΡΟΥΣΙΣ ΚΟΥΡΔΩΝ ΚΑΙ ΡΩΣΣΩΝ xyxy=(1280,902,1486,917)
diseases-subheading: ΔΕΡΜΑΤΙΚΑ - ΑΦΡΟΔΙΣΙΑ xyxy=(562,1045,704,1059)
naval-court-text: Εἰς τὸ Ναυτοδικεῖον Πειραιῶς κατεδικάσθη σήμερον εἰς τριῶν ἐτῶν φυλάκισιν ὁ ναύτης τοῦ Πέλοπος. Ἡ ὑπόθεσις ἐξητάσθη ἐπὶ δύο ἡμέρας. xyxy=(781,1223,1029,1278)
steamship-date: Ἐν Ἀθήναις τῇ 28 Ἰανουαρίου 1912 Ὁ Διευθυντὴς τῆς Ἑταιρίας xyxy=(52,1834,235,1858)
telegram-8-text: ΚΩΝ/ΠΟΛΙΣ, 31 Ἰανουαρίου. — Ἡ Πύλη ἀπεφάσισε νὰ δημιουργήσῃ 400 νέας θέσεις χωροφυλάκων ἐν Μακεδονίᾳ καὶ νὰ διορίσῃ ἀξιωματικοὺς ἐξ ἄλλων περιοχῶν. Ὁ ὑπουργὸς ἔλαβε προτάσεις ἐκ μέρους τῶν Δυνάμεων. xyxy=(1268,812,1499,897)
discontent-text: Μεγάλη δυσφορία παρατηρεῖται μεταξὺ τῶν ὑπαλλήλων τοῦ ΣΠΑΠ, διότι δὲν ἐπληρώθησαν ἀκόμη τοὺς μισθούς των. Οἱ ὑπάλληλοι συνεκεντρώθησαν καὶ ἀπεφάσισαν νὰ διαμαρτυρηθοῦν πρὸς τὴν Διεύθυνσιν τῆς Ἑταιρίας, ἐὰν ἐντὸς τῶν προσεχῶν ἡμερῶν δὲν ἱκανοποιηθῶσι. Κατὰ τὰς πληροφορίας μας ἡ Ἑταιρία ὑπεσχέθη νὰ καταβάλῃ τοὺς μισθοὺς τὴν ἑπομένην. xyxy=(1033,700,1264,828)
declaration-text: Διαλυθείσης τῆς Ἑταιρίας Χαρμανῆς καὶ Τσοῦχλος ἐμπόρων ἐπὶ τῆς ὁδ. Ἀγ. 33,400 Συμβολαίου τοῦ Συμβολαιογράφου Ἀθηνῶν κ. Ἠρ. Καρκούλια, τὸ κατάστημα θέλει ἐξακολουθήσει τὰς ἐργασίας του ὑπὸ τὴν ἐπωνυμίαν Δ. Τσοῦχλος. xyxy=(52,761,239,874)
administration-signature: Ι. ΒΑΛΑΩΡΙΤΗΣ xyxy=(935,1502,1017,1514)
bank-administration-notice xyxy=(783,1285,1027,1524)
social-notes: Φιλαρμονικοῖς περιφέρεται, καὶ τροῦγκισσε τῆς ὥρας. — Οἱ μεταμφιεσθέντες θὰ ἀρχίσουν νὰ ἀνεβαίνουν τὴν μαρμαρίνην κλίμακα εἰς τὰ 4 τὸ ἀπόγευμα. — Ἡ ἀστυνομία ἀνέλαβε τὴν κ. Μαρουλίτην, διότι κυνηγοῦν ἔκαμε μὲ τὸ ἀρκουδάκι. — Ὁ κ. Δουκάκης, σκηνοθέτης ἀπὸ τὰ σκηνικὰ ἐπισκεύασε τοὺς ἀνδρικοὺς ἔνα εἰς τὸ δῆμα τοῦ μαλαιοθουβίστου. —Τὴν προσεχῆ Κυριακὴν ὁ Σύνδεσμος τῶν ἐν Ἀθήναις Κυνικῶν δίδει τὴν τακτικήν της ἐσπερίδα, εἰς τὸ Δημοτικὸν Θέατρον μεγάλην χοροεσπερίδα. —Εὐγενῶς προσφέρθησαν φροντίζουν διὰ τὴν ἐπιτυχίαν τοῦ χοροῦ αἱ κυρίαι Ἀρίστη Ἰωάννου, Κικὴ Στυλιανοῦ, Ἀργυτάκη, Χρηστίνα Γ. Παπαϊωάννου καὶ ἡ δεσποινὶς Φρίδα Ἀνδριώτου. — Ἡ ἑορτὴ θαρρεῖ καὶ θὰ κλείσῃ μὲ Ἑλληνικοὺς χορούς. Χαίρε πάντα τοῦ Δεκαῖου ! —Καμμία ναξιακὴ οἰκογένεια δὲν πρέπει νὰ λείψῃ ἀπὸ τὸν χορὸν τοῦ Συλλόγου Ναξίων, ὁ ὁποῖος θὰ δοθῇ μεθαύριον Παρασκευὴν εἰς τὴν αἴθουσαν τῆς Δημαρχίας. —Τὰ εἰσιτήρια, τετράδραχμα, παρέχουν ἐλευθέραν εἴσοδον εἰς τρεῖς κυρίας ἢ δεσποινίδας. Διὰ τοὺς κυρίους ἔχομεν μέλλον. —Προτιμότερον νὰ μὴ προσθέσετε νὰ χειροκροτήσετε ἄλλο ὅχι νὰ μὴ ἔδῃ τὸ θαυμάσιον ἀμάξωμα τοῦ κινηματογράφου θεάτρου Κυβέλης. —Δὲν λέγομεν μόνον τοὺς τίτλους τῶν ταινιῶν διὰ νὰ κρίνητε μόνοι σας. Ἡ ἔρις Ἅγιος Βαρνάβας—Ὁ παλληνὸς μόθος (δραματικόν)—Ὁ γάμος τῆς μίσ Μέλ—Ἐξπερὶς Γουρδῖν.—Ὁ κατάδικος (ξένον)—Αἱ τιμαὶ δὲν διδοῦν 2000 κλπ. κλπ. Ἄλλη σπουδαία ! xyxy=(52,59,239,720)
administration-date: Ἐν Ἀθήναις τῇ 1 Φεβρουαρίου 1912. Ὁ Διοικητής xyxy=(818,1473,1017,1497)
discontent-heading: ΔΥΣΦΟΡΙΑ ΤΩΝ ΥΠΑΛΛΗΛΩΝ ΤΟΥ ΣΠΑΠ xyxy=(1056,624,1241,697)
notice-subheading: ΕΙΔΟΠΟΙΗΣΙΣ xyxy=(103,977,188,992)
